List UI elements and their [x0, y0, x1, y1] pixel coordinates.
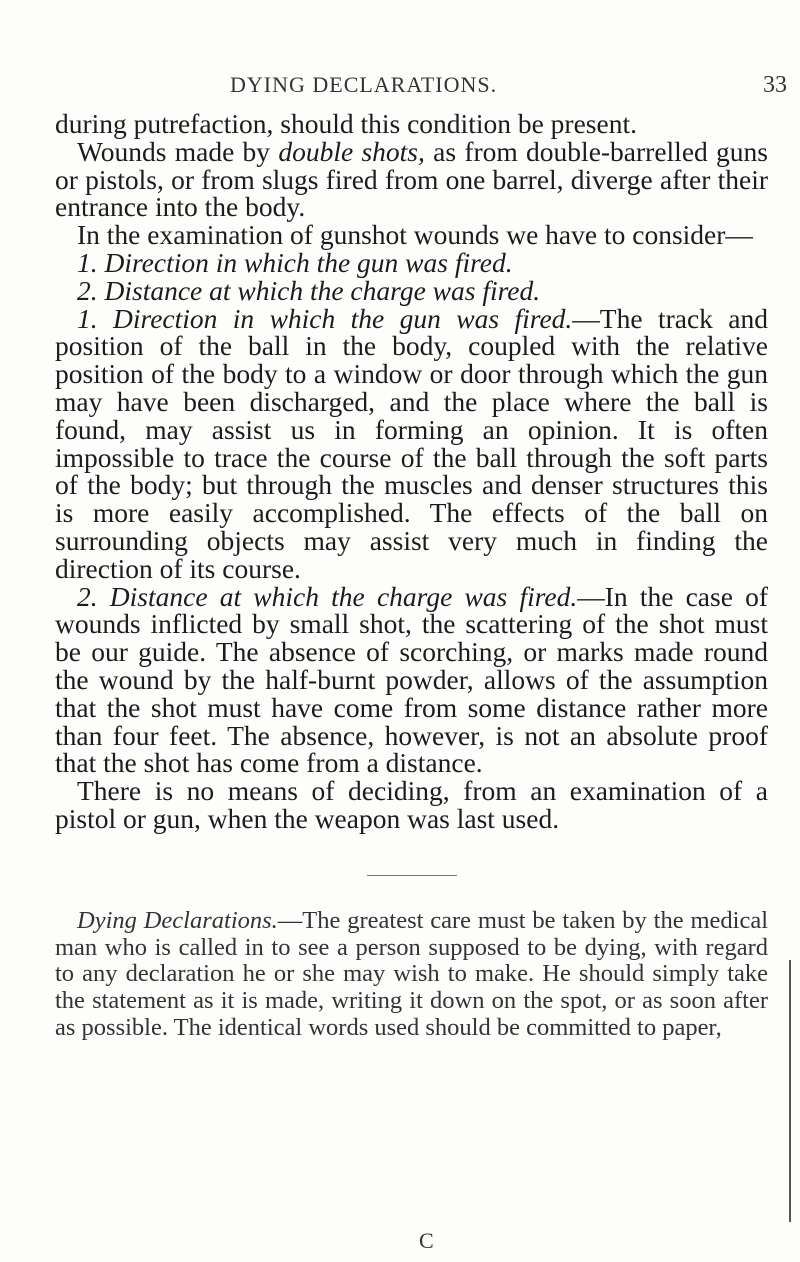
direction-heading: 1. Direction in which the gun was fired. [77, 302, 573, 334]
paragraph-2 [55, 135, 768, 223]
page-edge-line [789, 960, 791, 1222]
direction-text: —The track and position of the ball in the body, coupled with the relative position of the body to a window or door through which the gun may have been discharged, and the place where the ball is found, may assist us in forming an opinion. It is often impossible to trace the course of the ball through the soft parts of the body; but through the muscles and denser structures this is more easily accomplished. The effects of the ball on surrounding objects may assist very much in finding the direction of its course. [55, 302, 769, 584]
list-item-1 [55, 246, 768, 278]
paragraph-dying-declarations [55, 908, 768, 1042]
page-number: 33 [763, 72, 787, 98]
paragraph-direction [55, 302, 769, 584]
paragraph-2-end: as from double-barrelled guns or pistols, or from slugs fired from one barrel, diverge after their entrance into the body. [55, 135, 768, 223]
list-item-2-text: 2. Distance at which the charge was fired. [77, 274, 541, 306]
paragraph-1: during putrefaction, should this condition be present. [55, 108, 637, 139]
paragraph-2-italic: double shots, [278, 135, 425, 167]
paragraph-3: In the examination of gunshot wounds we have to consider— [77, 219, 753, 251]
paragraph-distance [55, 580, 768, 779]
distance-heading: 2. Distance at which the charge was fired. [77, 580, 578, 612]
paragraph-2-start: Wounds made by [77, 135, 279, 167]
running-title: DYING DECLARATIONS. [230, 72, 498, 97]
dying-declarations-heading: Dying Declarations. [77, 906, 278, 934]
section-divider [367, 875, 457, 876]
list-item-2 [55, 274, 768, 306]
paragraph-6: There is no means of deciding, from an examination of a pistol or gun, when the weapon was last used. [55, 775, 768, 834]
section-dying-declarations [55, 908, 768, 1042]
signature-mark: C [419, 1228, 434, 1253]
body-text [55, 110, 768, 1042]
distance-text: —In the case of wounds inflicted by small shot, the scattering of the shot must be our guide. The absence of scorching, or marks made round the wound by the half-burnt powder, allows of the assumption that the shot must have come from some distance rather more than four feet. The absence, however, is not an absolute proof that the shot has come from a distance. [55, 580, 768, 779]
list-item-1-text: 1. Direction in which the gun was fired. [77, 246, 513, 278]
dying-declarations-text: —The greatest care must be taken by the medical man who is called in to see a person supposed to be dying, with regard to any declaration he or she may wish to make. He should simply take the statement as it is made, writing it down on the spot, or as soon after as possible. The identical words used should be committed to paper, [55, 906, 768, 1041]
